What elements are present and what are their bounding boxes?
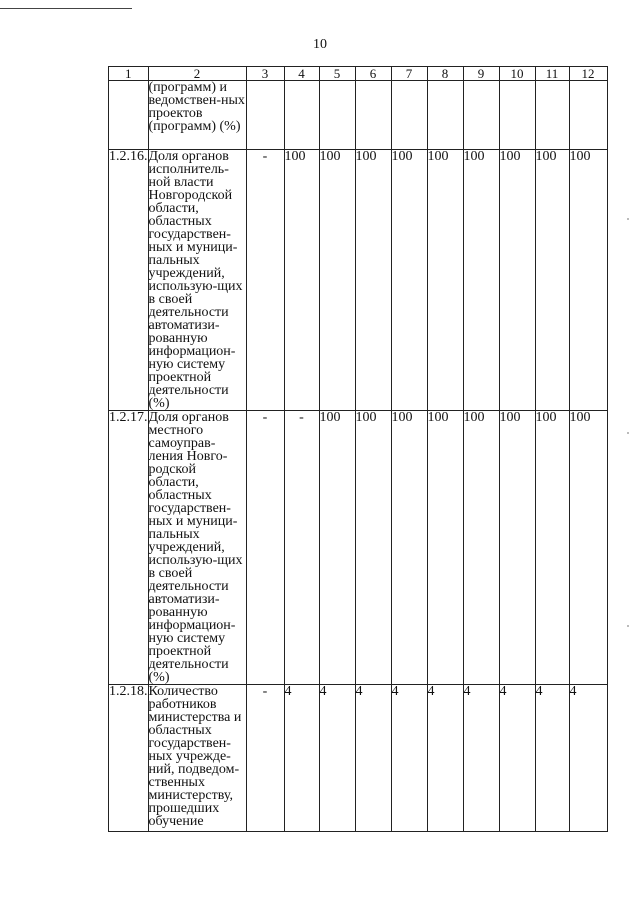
value-cell: - xyxy=(246,150,284,411)
table-header-row xyxy=(109,67,608,81)
column-header: 11 xyxy=(535,67,569,81)
value-cell: 100 xyxy=(569,411,607,685)
column-header: 12 xyxy=(569,67,607,81)
value-cell: - xyxy=(246,685,284,832)
table-row xyxy=(109,150,608,411)
column-header: 3 xyxy=(246,67,284,81)
column-header: 1 xyxy=(109,67,149,81)
value-cell: 100 xyxy=(391,411,427,685)
value-cell: 4 xyxy=(535,685,569,832)
value-cell: 100 xyxy=(427,411,463,685)
value-cell: 4 xyxy=(319,685,355,832)
value-cell xyxy=(427,81,463,150)
row-number xyxy=(109,81,149,150)
value-cell: 4 xyxy=(427,685,463,832)
value-cell: 100 xyxy=(463,411,499,685)
column-header: 4 xyxy=(284,67,319,81)
top-rule xyxy=(0,8,132,9)
value-cell: 100 xyxy=(463,150,499,411)
value-cell: 100 xyxy=(319,411,355,685)
value-cell xyxy=(499,81,535,150)
value-cell: 100 xyxy=(391,150,427,411)
value-cell: 100 xyxy=(319,150,355,411)
column-header: 9 xyxy=(463,67,499,81)
page-number: 10 xyxy=(313,37,327,52)
scan-speck xyxy=(627,432,629,434)
column-header: 7 xyxy=(391,67,427,81)
indicator-name: Доля органов местного самоуправ-ления Новго-родской области, областных государствен-ных и муници-пальных учреждений, использую-щих в своей деятельности автоматизи-рованную информацион-ную систему проектной деятельности (%) xyxy=(148,411,246,685)
value-cell: 100 xyxy=(499,411,535,685)
value-cell: 4 xyxy=(391,685,427,832)
value-cell: 100 xyxy=(535,150,569,411)
table-row xyxy=(109,81,608,150)
scan-speck xyxy=(627,625,629,627)
value-cell: 100 xyxy=(355,411,391,685)
value-cell xyxy=(355,81,391,150)
table-row xyxy=(109,411,608,685)
table-row xyxy=(109,685,608,832)
scan-speck xyxy=(627,218,629,220)
value-cell: 100 xyxy=(535,411,569,685)
value-cell xyxy=(391,81,427,150)
value-cell: - xyxy=(246,411,284,685)
value-cell: 100 xyxy=(355,150,391,411)
value-cell: 100 xyxy=(569,150,607,411)
value-cell xyxy=(246,81,284,150)
value-cell: 4 xyxy=(463,685,499,832)
value-cell xyxy=(569,81,607,150)
value-cell xyxy=(284,81,319,150)
column-header: 2 xyxy=(148,67,246,81)
value-cell xyxy=(463,81,499,150)
value-cell: 4 xyxy=(499,685,535,832)
indicator-name: Доля органов исполнитель-ной власти Новгородской области, областных государствен-ных и муници-пальных учреждений, использую-щих в своей деятельности автоматизи-рованную информацион-ную систему проектной деятельности (%) xyxy=(148,150,246,411)
indicator-table xyxy=(108,66,608,832)
value-cell: - xyxy=(284,411,319,685)
value-cell: 4 xyxy=(569,685,607,832)
indicator-name: (программ) и ведомствен-ных проектов (программ) (%) xyxy=(148,81,246,150)
value-cell: 4 xyxy=(355,685,391,832)
value-cell xyxy=(535,81,569,150)
row-number: 1.2.16. xyxy=(109,150,149,411)
row-number: 1.2.18. xyxy=(109,685,149,832)
column-header: 5 xyxy=(319,67,355,81)
value-cell xyxy=(319,81,355,150)
indicator-name: Количество работников министерства и областных государствен-ных учрежде-ний, подведом-ственных министерству, прошедших обучение xyxy=(148,685,246,832)
value-cell: 100 xyxy=(499,150,535,411)
column-header: 10 xyxy=(499,67,535,81)
value-cell: 4 xyxy=(284,685,319,832)
row-number: 1.2.17. xyxy=(109,411,149,685)
value-cell: 100 xyxy=(427,150,463,411)
value-cell: 100 xyxy=(284,150,319,411)
column-header: 8 xyxy=(427,67,463,81)
column-header: 6 xyxy=(355,67,391,81)
